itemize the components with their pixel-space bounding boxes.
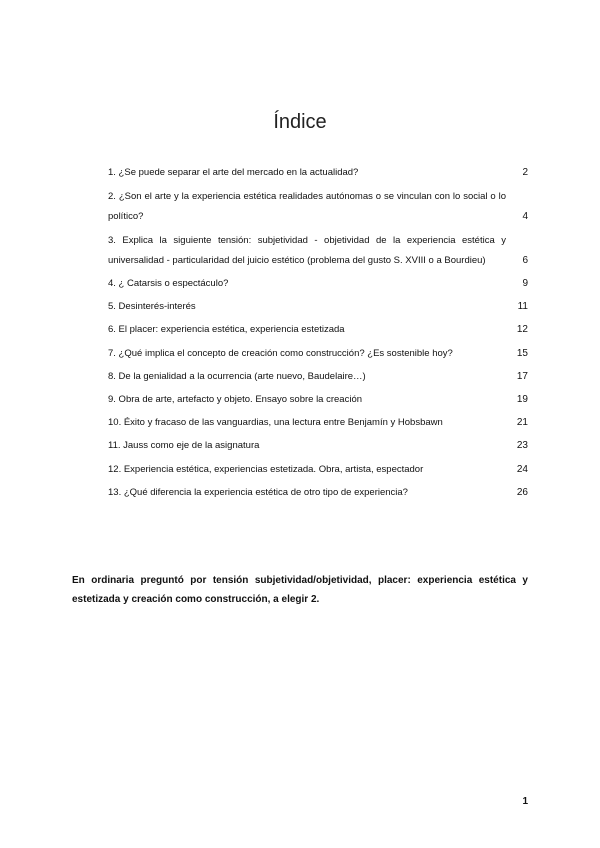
toc-entry-page: 12 [516,324,528,335]
toc-entry-text: 5. Desinterés-interés [108,301,196,312]
toc-entry-text: 12. Experiencia estética, experiencias estetizada. Obra, artista, espectador [108,464,424,475]
toc-entry-page: 26 [516,487,528,498]
toc-entry-text: 4. ¿ Catarsis o espectáculo? [108,278,229,289]
toc-entry-page: 19 [516,394,528,405]
toc-entry-5[interactable] [108,297,528,317]
page-title: Índice [273,111,327,133]
toc-entry-page: 11 [517,301,528,312]
toc-entry-11[interactable] [108,436,528,456]
page-number: 1 [522,796,528,807]
toc-entry-12[interactable] [108,460,528,480]
toc-entry-text: 6. El placer: experiencia estética, experiencia estetizada [108,324,345,335]
toc-entry-page: 6 [522,255,528,266]
toc-entry-text: 7. ¿Qué implica el concepto de creación como construcción? ¿Es sostenible hoy? [108,348,453,359]
toc-entry-2[interactable] [108,187,528,227]
toc-entry-3[interactable] [108,231,528,271]
toc-entry-page: 23 [516,440,528,451]
toc-entry-page: 2 [522,167,528,178]
toc-entry-13[interactable] [108,483,528,503]
toc-entry-text: 11. Jauss como eje de la asignatura [108,440,260,451]
toc-entry-9[interactable] [108,390,528,410]
toc-entry-4[interactable] [108,274,528,294]
toc-entry-6[interactable] [108,320,528,340]
toc-entry-page: 21 [516,417,528,428]
exam-note: En ordinaria preguntó por tensión subjetividad/objetividad, placer: experiencia estética y estetizada y creación como construcción, a elegir 2. [72,575,528,605]
toc-entry-1[interactable] [108,163,528,183]
toc-entry-page: 9 [522,278,528,289]
toc-entry-text: 3. Explica la siguiente tensión: subjetividad - objetividad de la experiencia estética y universalidad - particularidad del juicio estético (problema del gusto S. XVIII o a Bourdieu) [108,235,506,266]
toc-entry-text: 1. ¿Se puede separar el arte del mercado en la actualidad? [108,167,359,178]
toc-entry-page: 15 [516,348,528,359]
toc-entry-text: 10. Éxito y fracaso de las vanguardias, una lectura entre Benjamín y Hobsbawn [108,417,443,428]
toc-entry-text: 9. Obra de arte, artefacto y objeto. Ensayo sobre la creación [108,394,363,405]
toc-entry-8[interactable] [108,367,528,387]
toc-entry-page: 4 [522,211,528,222]
toc-entry-page: 24 [516,464,528,475]
toc-entry-7[interactable] [108,344,528,364]
toc-entry-text: 13. ¿Qué diferencia la experiencia estética de otro tipo de experiencia? [108,487,408,498]
toc-entry-10[interactable] [108,413,528,433]
toc-entry-text: 8. De la genialidad a la ocurrencia (arte nuevo, Baudelaire…) [108,371,366,382]
toc-entry-page: 17 [516,371,528,382]
toc-entry-text: 2. ¿Son el arte y la experiencia estética realidades autónomas o se vinculan con lo social o lo político? [108,191,506,222]
